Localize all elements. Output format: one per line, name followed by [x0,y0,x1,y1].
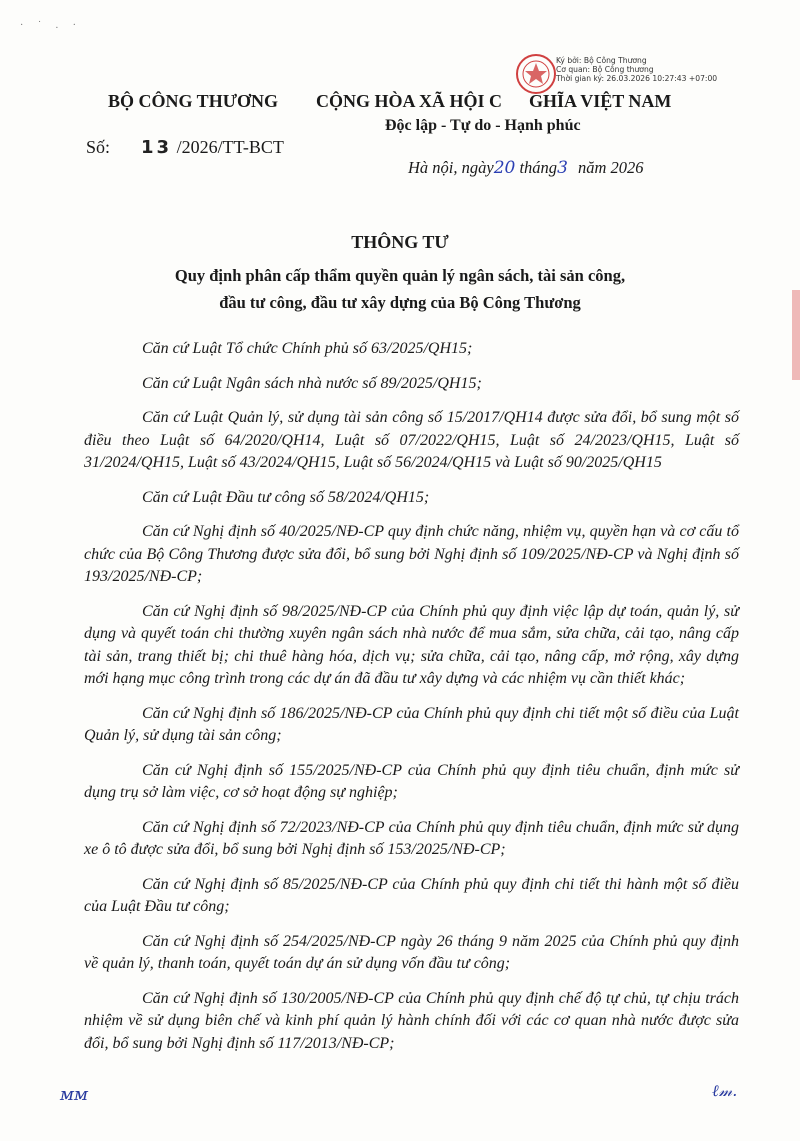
title-line-2: đầu tư công, đầu tư xây dựng của Bộ Công Thương [219,293,581,312]
number-handwritten: 13 [141,137,173,158]
legal-basis-item: Căn cứ Luật Quản lý, sử dụng tài sản công số 15/2017/QH14 được sửa đổi, bổ sung một số điều theo Luật số 64/2020/QH14, Luật số 07/2022/QH15, Luật số 24/2023/QH15, Luật số 31/2024/QH15, Luật số 43/2024/QH15, Luật số 56/2024/QH15 và Luật số 90/2025/QH15 [84,409,739,471]
legal-basis-item: Căn cứ Nghị định số 254/2025/NĐ-CP ngày 26 tháng 9 năm 2025 của Chính phủ quy định về quản lý, thanh toán, quyết toán dự án sử dụng vốn đầu tư công; [84,932,739,972]
initial-signature-left: ᴍᴍ [60,1084,89,1105]
legal-basis-item: Căn cứ Nghị định số 85/2025/NĐ-CP của Chính phủ quy định chi tiết thi hành một số điều của Luật Đầu tư công; [84,875,739,915]
legal-basis-item: Căn cứ Nghị định số 130/2005/NĐ-CP của Chính phủ quy định chế độ tự chủ, tự chịu trách nhiệm về sử dụng biên chế và kinh phí quản lý hành chính đối với các cơ quan nhà nước được sửa đổi, bổ sung bởi Nghị định số 117/2013/NĐ-CP; [84,989,739,1052]
document-number [86,137,284,158]
document-type: THÔNG TƯ [351,232,449,252]
signature-time: Thời gian ký: 26.03.2026 10:27:43 +07:00 [556,74,718,83]
legal-basis-item: Căn cứ Nghị định số 186/2025/NĐ-CP của Chính phủ quy định chi tiết một số điều của Luật Quản lý, sử dụng tài sản công; [84,704,739,744]
date-month: 3 [557,158,568,178]
date-year: năm 2026 [578,158,644,177]
issue-date [408,158,644,178]
date-day: 20 [493,158,516,178]
initial-signature-right: ℓ𝓂. [712,1081,738,1100]
national-title: CỘNG HÒA XÃ HỘI C GHĨA VIỆT NAM [316,91,672,111]
legal-basis-item: Căn cứ Nghị định số 72/2023/NĐ-CP của Chính phủ quy định tiêu chuẩn, định mức sử dụng xe ô tô được sửa đổi, bổ sung bởi Nghị định số 153/2025/NĐ-CP; [84,818,739,858]
number-prefix: Số: [86,137,111,157]
date-prefix: Hà nội, ngày [408,158,494,177]
seal-icon [514,52,558,96]
signature-info [556,56,717,83]
date-month-label: tháng [519,158,558,177]
legal-basis-item: Căn cứ Luật Đầu tư công số 58/2024/QH15; [142,488,430,506]
signature-signer: Ký bởi: Bộ Công Thương [556,56,647,65]
scan-artifact: · ˙ . · [20,20,82,31]
number-suffix: /2026/TT-BCT [176,137,284,157]
legal-basis-item: Căn cứ Nghị định số 40/2025/NĐ-CP quy định chức năng, nhiệm vụ, quyền hạn và cơ cấu tổ chức của Bộ Công Thương được sửa đổi, bổ sung bởi Nghị định số 109/2025/NĐ-CP và Nghị định số 193/2025/NĐ-CP; [84,523,739,585]
national-motto: Độc lập - Tự do - Hạnh phúc [385,117,581,134]
legal-basis-item: Căn cứ Luật Ngân sách nhà nước số 89/2025/QH15; [142,374,482,392]
signature-agency: Cơ quan: Bộ Công thương [556,65,654,74]
legal-basis [84,338,739,1067]
legal-basis-item: Căn cứ Luật Tổ chức Chính phủ số 63/2025/QH15; [142,340,473,357]
title-line-1: Quy định phân cấp thẩm quyền quản lý ngân sách, tài sản công, [174,266,626,285]
document-title [0,262,800,316]
legal-basis-item: Căn cứ Nghị định số 155/2025/NĐ-CP của Chính phủ quy định tiêu chuẩn, định mức sử dụng trụ sở làm việc, cơ sở hoạt động sự nghiệp; [84,761,739,801]
legal-basis-item: Căn cứ Nghị định số 98/2025/NĐ-CP của Chính phủ quy định việc lập dự toán, quản lý, sử dụng và quyết toán chi thường xuyên ngân sách nhà nước để mua sắm, sửa chữa, cải tạo, nâng cấp tài sản, trang thiết bị; chi thuê hàng hóa, dịch vụ; sửa chữa, cải tạo, nâng cấp, mở rộng, xây dựng mới hạng mục công trình trong các dự án đã đầu tư xây dựng và các nhiệm vụ cần thiết khác; [84,602,739,687]
issuing-ministry: BỘ CÔNG THƯƠNG [108,91,279,111]
